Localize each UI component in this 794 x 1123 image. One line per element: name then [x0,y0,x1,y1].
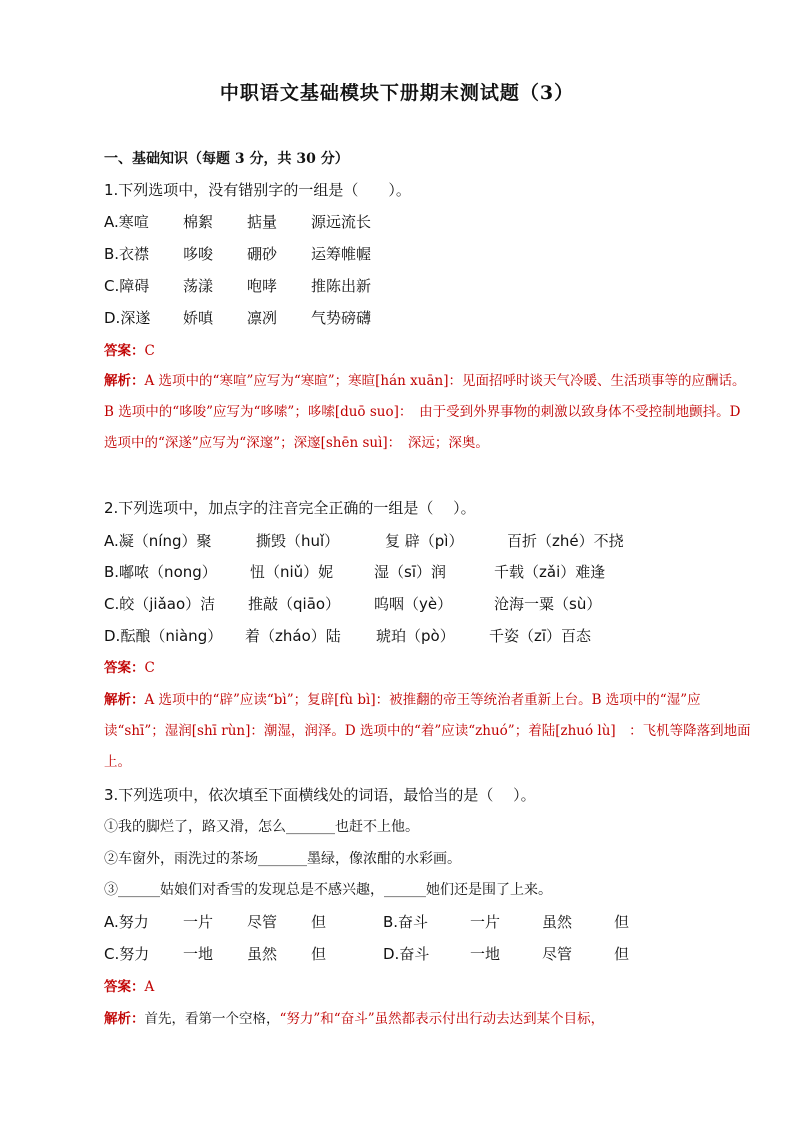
q3-option-c-4: 但 [311,945,327,963]
q2-option-c-1: C.皎（jiǎao）洁 [104,595,216,613]
q2-option-b-2: 忸（niǔ）妮 [250,563,334,581]
q3-option-c-1: C.努力 [104,945,150,963]
q2-option-d-1: D.酝酿（niàng） [104,627,223,645]
question-3-sentence-1: ①我的脚烂了，路又滑，怎么_______也赶不上他。 [104,819,419,835]
answer-label: 答案： [104,660,145,676]
q3-option-d-1: D.奋斗 [383,945,430,963]
question-3-stem: 3.下列选项中，依次填至下面横线处的词语，最恰当的是（ ）。 [104,786,536,804]
q1-option-c-4: 推陈出新 [311,277,372,295]
q2-option-d-3: 琥珀（pò） [376,627,455,645]
q3-option-c-2: 一地 [183,945,214,963]
explanation-text: A 选项中的“寒喧”应写为“寒暄”；寒暄[hán xuān]：见面招呼时谈天气冷暖、生活琐事等的应酬话。 B 选项中的“哆唆”应写为“哆嗦”；哆嗦[duō suo]： 由于受到外界事物的刺激以致身体不受控制地颤抖。D 选项中的“深遂”应写为“深邃”；深邃[shēn suì]： 深远；深奥。 [104,373,746,451]
question-2-explanation [104,685,756,778]
explanation-text-rest: “努力”和“奋斗”虽然都表示付出行动去达到某个目标， [279,1011,605,1027]
q2-option-c-2: 推敲（qiāo） [248,595,341,613]
answer-value: C [144,343,155,359]
q3-option-c-3: 虽然 [247,945,278,963]
question-3-answer [104,976,154,997]
q1-option-a-1: A.寒喧 [104,213,149,231]
q3-option-d-3: 尽管 [542,945,573,963]
q2-option-c-3: 呜咽（yè） [374,595,453,613]
page-title: 中职语文基础模块下册期末测试题（3） [219,82,575,104]
q1-option-a-4: 源远流长 [311,213,372,231]
question-3-sentence-3: ③______姑娘们对香雪的发现总是不感兴趣，______她们还是围了上来。 [104,882,552,898]
q1-option-d-2: 娇嗔 [183,309,214,327]
q2-option-a-2: 撕毁（huǐ） [256,532,340,550]
q2-option-a-4: 百折（zhé）不挠 [507,532,624,550]
question-1-stem: 1.下列选项中，没有错别字的一组是（ ）。 [104,181,411,199]
explanation-label: 解析： [104,692,145,708]
explanation-text-start: 首先，看第一个空格， [144,1011,280,1027]
q1-option-d-3: 凛冽 [247,309,278,327]
q3-option-a-3: 尽管 [247,913,278,931]
q2-option-d-2: 着（zháo）陆 [245,627,341,645]
q3-option-b-2: 一片 [470,913,501,931]
q1-option-c-2: 荡漾 [183,277,214,295]
q1-option-a-2: 棉絮 [183,213,214,231]
q1-option-b-4: 运筹帷幄 [311,245,372,263]
question-3-sentence-2: ②车窗外，雨洗过的茶场_______墨绿，像浓酣的水彩画。 [104,851,461,867]
q1-option-b-1: B.衣襟 [104,245,150,263]
question-2-answer [104,657,155,678]
question-1-answer [104,340,155,361]
q2-option-d-4: 千姿（zī）百态 [489,627,592,645]
question-3-explanation [104,1004,756,1035]
explanation-label: 解析： [104,373,145,389]
q2-option-a-1: A.凝（níng）聚 [104,532,212,550]
q3-option-a-4: 但 [311,913,327,931]
q3-option-b-1: B.奋斗 [383,913,429,931]
q1-option-b-2: 哆唆 [183,245,214,263]
q1-option-d-1: D.深遂 [104,309,151,327]
q3-option-a-2: 一片 [183,913,214,931]
q3-option-d-2: 一地 [470,945,501,963]
q1-option-b-3: 硼砂 [247,245,278,263]
explanation-label: 解析： [104,1011,145,1027]
q2-option-b-3: 湿（sī）润 [374,563,446,581]
q1-option-c-3: 咆哮 [247,277,278,295]
q3-option-b-3: 虽然 [542,913,573,931]
answer-label: 答案： [104,979,145,995]
q2-option-b-4: 千载（zǎi）难逢 [494,563,606,581]
q3-option-b-4: 但 [614,913,630,931]
question-2-stem: 2.下列选项中，加点字的注音完全正确的一组是（ ）。 [104,499,476,517]
q1-option-d-4: 气势磅礴 [311,309,372,327]
q1-option-c-1: C.障碍 [104,277,150,295]
answer-label: 答案： [104,343,145,359]
q2-option-b-1: B.嘟哝（nong） [104,563,217,581]
q3-option-a-1: A.努力 [104,913,149,931]
question-1-explanation [104,366,756,459]
section-heading: 一、基础知识（每题 3 分，共 30 分） [104,151,349,167]
q2-option-a-3: 复 辟（pì） [385,532,464,550]
q1-option-a-3: 掂量 [247,213,278,231]
explanation-text: A 选项中的“辟”应读“bì”；复辟[fù bì]：被推翻的帝王等统治者重新上台。B 选项中的“湿”应读“shī”；湿润[shī rùn]：潮湿，润泽。D 选项中的“着”应读“zhuó”；着陆[zhuó lù] ：飞机等降落到地面上。 [104,692,751,770]
answer-value: C [144,660,155,676]
answer-value: A [144,979,155,995]
q2-option-c-4: 沧海一粟（sù） [494,595,602,613]
q3-option-d-4: 但 [614,945,630,963]
